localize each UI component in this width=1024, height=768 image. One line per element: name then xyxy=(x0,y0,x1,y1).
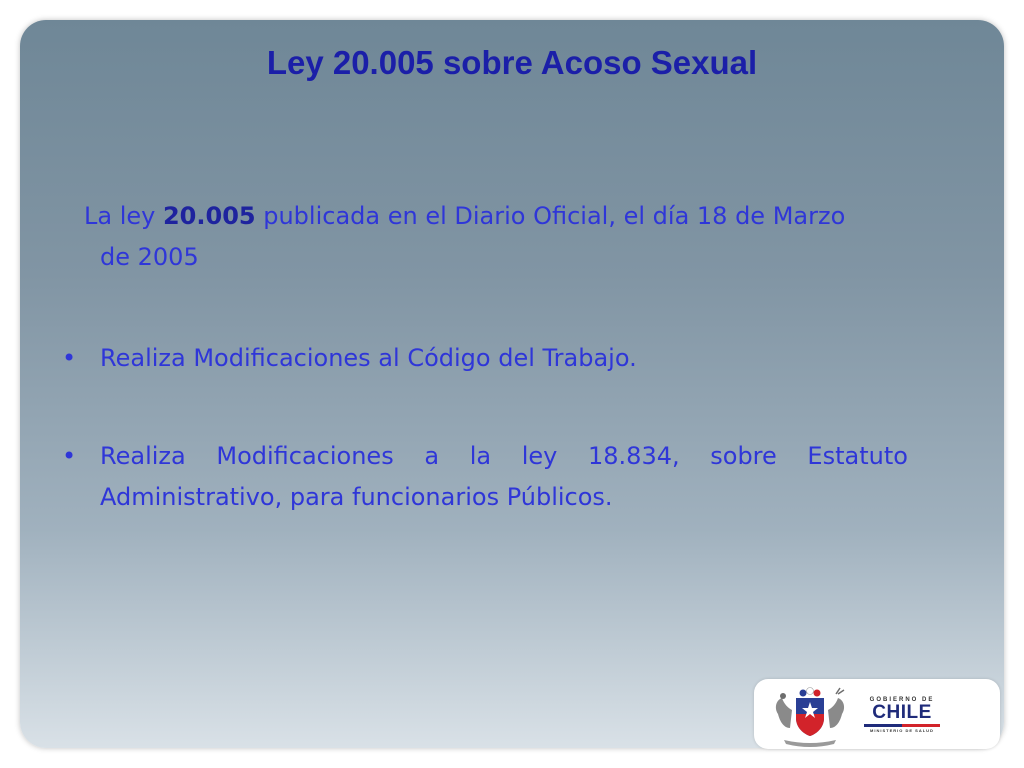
bullet-icon: • xyxy=(62,442,77,470)
intro-paragraph xyxy=(62,196,922,278)
word: la xyxy=(469,442,492,470)
bullet-text-2-row2: Administrativo, para funcionarios Públicos. xyxy=(100,483,613,511)
intro-line-1 xyxy=(62,196,922,237)
logo-flag-bar xyxy=(864,724,940,727)
bullet-text-2 xyxy=(100,436,922,518)
word: sobre xyxy=(710,442,777,470)
coat-of-arms-icon xyxy=(770,684,850,748)
intro-suffix: publicada en el Diario Oficial, el día 18 de Marzo xyxy=(255,202,846,230)
gobierno-de-chile-logo xyxy=(858,697,946,733)
word: Estatuto xyxy=(807,442,908,470)
word: Realiza xyxy=(100,442,186,470)
slide-background xyxy=(20,20,1004,748)
logo-name: CHILE xyxy=(872,702,932,723)
intro-prefix: La ley xyxy=(84,202,163,230)
law-number: 20.005 xyxy=(162,202,256,230)
bullet-icon: • xyxy=(62,344,77,372)
bullet-item-1 xyxy=(62,338,922,379)
word: Modificaciones xyxy=(216,442,394,470)
slide-title: Ley 20.005 sobre Acoso Sexual xyxy=(266,44,758,81)
bullet-item-2 xyxy=(62,436,922,518)
word: 18.834, xyxy=(588,442,680,470)
logo-top-text: GOBIERNO DE xyxy=(869,697,935,703)
bullet-text-2-row1 xyxy=(100,436,908,477)
word: a xyxy=(424,442,440,470)
bullet-text-1: Realiza Modificaciones al Código del Trabajo. xyxy=(100,344,637,372)
word: ley xyxy=(521,442,558,470)
logo-bottom-text: MINISTERIO DE SALUD xyxy=(870,728,934,733)
intro-continuation: de 2005 xyxy=(100,243,199,271)
